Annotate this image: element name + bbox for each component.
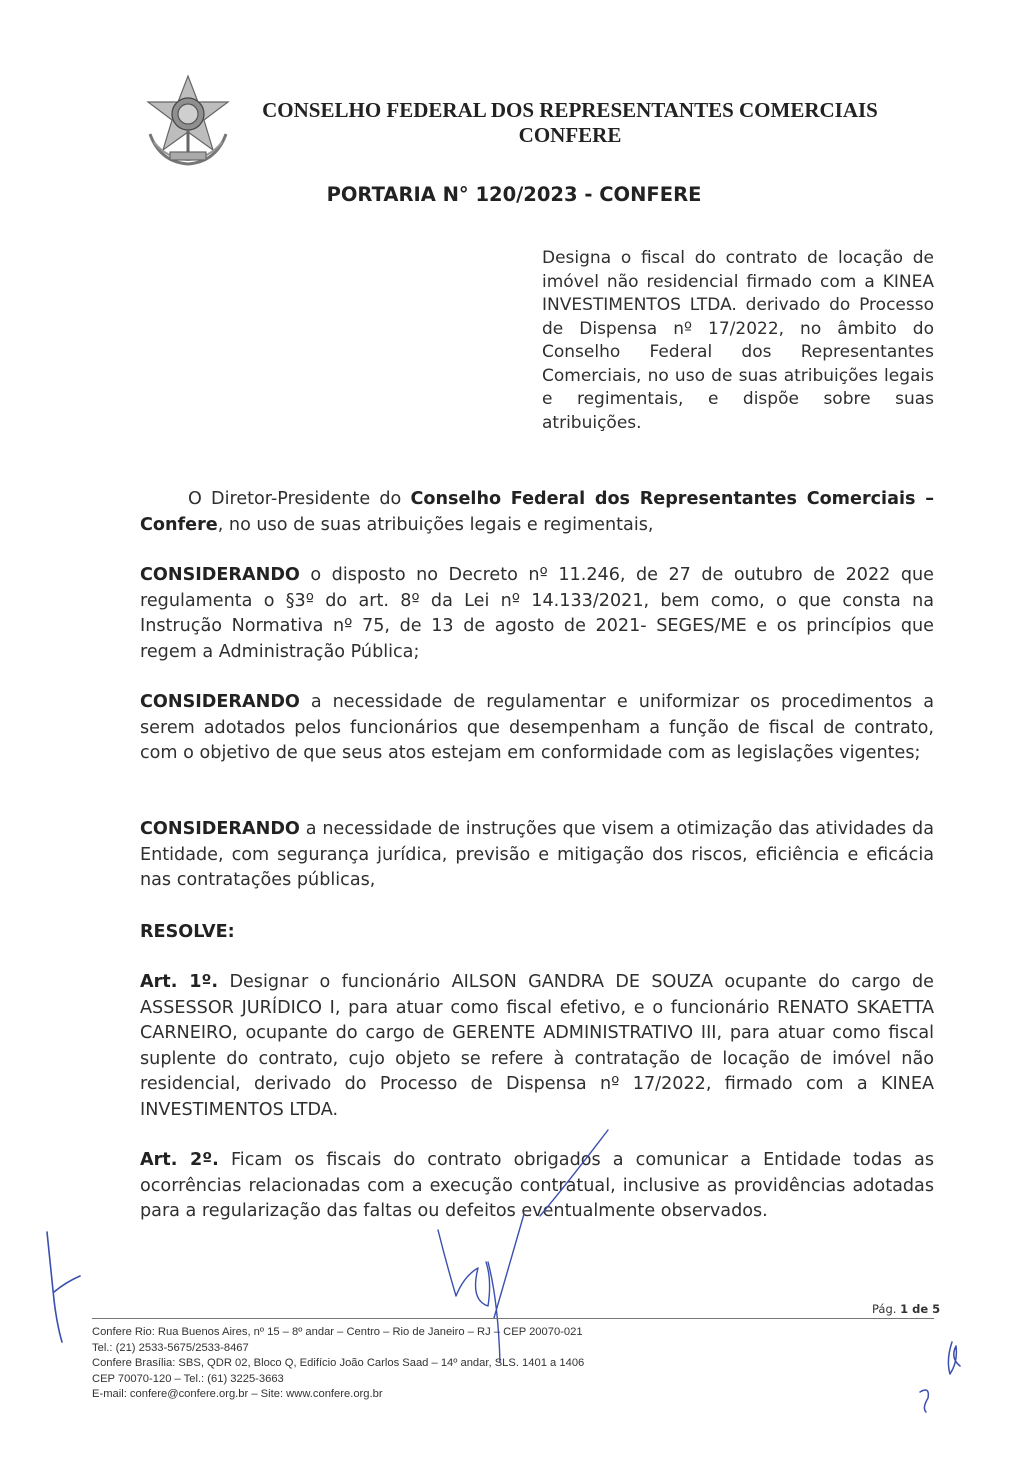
article-paragraph bbox=[140, 970, 934, 1123]
considerando-keyword: CONSIDERANDO bbox=[140, 692, 300, 712]
footer-line-brasilia-address: Confere Brasília: SBS, QDR 02, Bloco Q, Edifício João Carlos Saad – 14º andar, SLS. 1401 a 1406 bbox=[92, 1357, 585, 1369]
considerando-text: a necessidade de regulamentar e uniformizar os procedimentos a serem adotados pelos funcionários que desempenham a função de fiscal de contrato, com o objetivo de que seus atos estejam em conformidade com as legislações vigentes; bbox=[140, 692, 934, 763]
page-number-total: 5 bbox=[932, 1302, 941, 1316]
considerando-paragraph bbox=[140, 817, 934, 894]
considerando-text: a necessidade de instruções que visem a otimização das atividades da Entidade, com segurança jurídica, previsão e mitigação dos riscos, eficiência e eficácia nas contratações públicas, bbox=[140, 819, 934, 890]
considerando-paragraph bbox=[140, 690, 934, 767]
considerando-keyword: CONSIDERANDO bbox=[140, 565, 300, 585]
brazil-coat-of-arms-seal-icon bbox=[140, 72, 236, 168]
organization-name: CONSELHO FEDERAL DOS REPRESENTANTES COMERCIAIS bbox=[262, 98, 878, 122]
initials-right-mark bbox=[920, 1342, 960, 1412]
footer-line-rio-phone: Tel.: (21) 2533-5675/2533-8467 bbox=[92, 1341, 249, 1354]
preamble-paragraph bbox=[140, 487, 934, 538]
article-label: Art. 2º. bbox=[140, 1150, 219, 1170]
preamble-entity: Conselho Federal dos Representantes Comerciais – Confere bbox=[140, 489, 934, 535]
footer-contact-block bbox=[92, 1325, 712, 1403]
signature-left-mark bbox=[47, 1232, 80, 1342]
considerando-paragraph bbox=[140, 563, 934, 665]
organization-header bbox=[250, 98, 890, 148]
page-number-current: 1 bbox=[900, 1302, 909, 1316]
article-text: Designar o funcionário AILSON GANDRA DE SOUZA ocupante do cargo de ASSESSOR JURÍDICO I, para atuar como fiscal efetivo, e o funcionário RENATO SKAETTA CARNEIRO, ocupante do cargo de GERENTE ADMINISTRATIVO III, para atuar como fiscal suplente do contrato, cujo objeto se refere à contratação de locação de imóvel não residencial, derivado do Processo de Dispensa nº 17/2022, firmado com a KINEA INVESTIMENTOS LTDA. bbox=[140, 972, 934, 1120]
article-text: Ficam os fiscais do contrato obrigados a comunicar a Entidade todas as ocorrências relacionadas com a execução contratual, inclusive as providências adotadas para a regularização das faltas ou defeitos eventualmente observados. bbox=[140, 1150, 934, 1221]
footer-line-rio-address: Confere Rio: Rua Buenos Aires, nº 15 – 8º andar – Centro – Rio de Janeiro – RJ – CEP 20070-021 bbox=[92, 1326, 583, 1338]
considerando-keyword: CONSIDERANDO bbox=[140, 819, 300, 839]
ementa-summary: Designa o fiscal do contrato de locação de imóvel não residencial firmado com a KINEA INVESTIMENTOS LTDA. derivado do Processo de Dispensa nº 17/2022, no âmbito do Conselho Federal dos Representantes Comerciais, no uso de suas atribuições legais e regimentais, e dispõe sobre suas atribuições. bbox=[542, 248, 934, 433]
resolve-heading: RESOLVE: bbox=[140, 922, 235, 942]
footer-line-email-site: E-mail: confere@confere.org.br – Site: www.confere.org.br bbox=[92, 1388, 383, 1400]
page-number-prefix: Pág. bbox=[872, 1302, 901, 1316]
page-number bbox=[872, 1302, 940, 1316]
article-label: Art. 1º. bbox=[140, 972, 219, 992]
considerando-text: o disposto no Decreto nº 11.246, de 27 de outubro de 2022 que regulamenta o §3º do art. 8º da Lei nº 14.133/2021, bem como, o que consta na Instrução Normativa nº 75, de 13 de agosto de 2021- SEGES/ME e os princípios que regem a Administração Pública; bbox=[140, 565, 934, 662]
page-number-separator: de bbox=[908, 1302, 933, 1316]
preamble-tail: , no uso de suas atribuições legais e regimentais, bbox=[217, 514, 654, 535]
preamble-lead: O Diretor-Presidente do bbox=[188, 489, 411, 509]
portaria-title: PORTARIA N° 120/2023 - CONFERE bbox=[326, 183, 702, 206]
footer-line-brasilia-phone: CEP 70070-120 – Tel.: (61) 3225-3663 bbox=[92, 1372, 284, 1385]
footer-divider bbox=[92, 1318, 934, 1319]
organization-acronym: CONFERE bbox=[518, 123, 622, 147]
article-paragraph bbox=[140, 1148, 934, 1225]
